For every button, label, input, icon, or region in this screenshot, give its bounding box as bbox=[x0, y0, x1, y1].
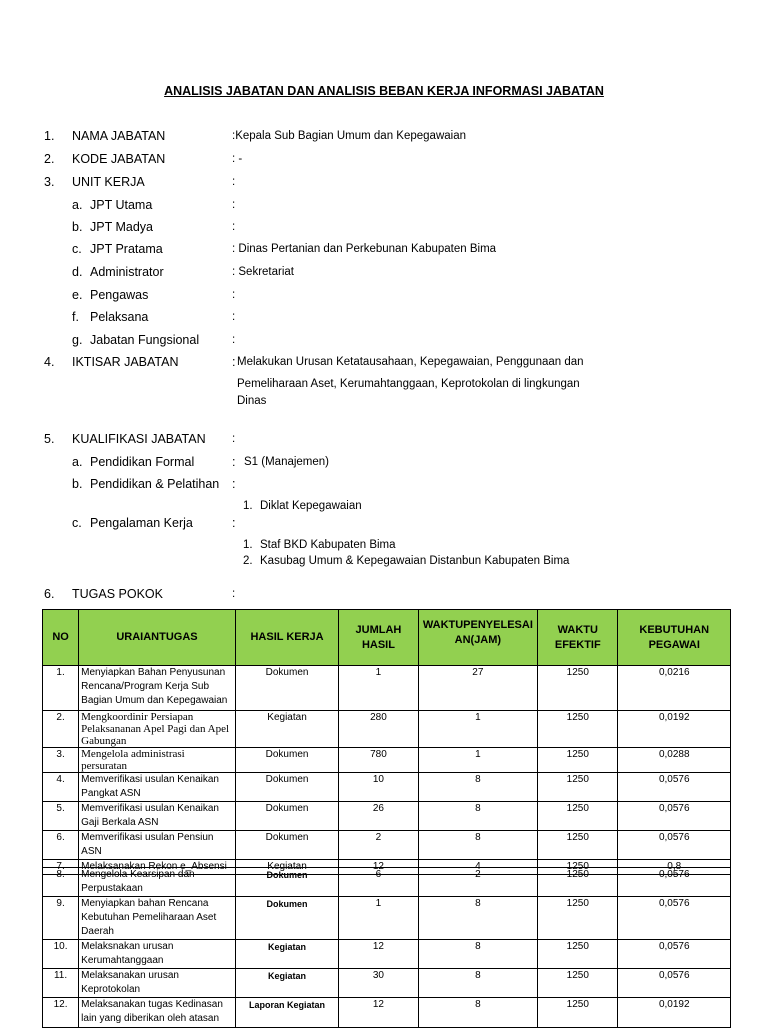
cell-jumlah: 780 bbox=[339, 748, 418, 773]
item-letter: b. bbox=[72, 477, 83, 491]
cell-waktu: 8 bbox=[418, 998, 538, 1028]
cell-jumlah: 280 bbox=[339, 711, 418, 748]
cell-efektif: 1250 bbox=[538, 748, 618, 773]
cell-waktu: 2 bbox=[418, 868, 538, 897]
table-row bbox=[43, 773, 731, 802]
list-text: Staf BKD Kabupaten Bima bbox=[260, 539, 396, 551]
field-value: :Kepala Sub Bagian Umum dan Kepegawaian bbox=[232, 130, 466, 142]
cell-uraian: Mengkoordinir Persiapan Pelaksananan Apel Pagi dan Apel Gabungan bbox=[79, 711, 236, 748]
cell-hasil: Kegiatan bbox=[235, 969, 338, 998]
item-value: : Dinas Pertanian dan Perkebunan Kabupaten Bima bbox=[232, 243, 497, 255]
unit-item-administrator bbox=[0, 263, 768, 281]
cell-jumlah: 10 bbox=[339, 773, 418, 802]
item-label: JPT Pratama bbox=[90, 242, 163, 256]
cell-no: 7. bbox=[43, 860, 79, 875]
item-letter: a. bbox=[72, 198, 83, 212]
cell-efektif: 1250 bbox=[538, 940, 618, 969]
header-waktu-penyelesaian: WAKTUPENYELESAIAN(JAM) bbox=[418, 610, 538, 666]
unit-item-jabatan-fungsional bbox=[0, 331, 768, 349]
cell-kebutuhan: 0,0576 bbox=[618, 831, 731, 860]
list-item bbox=[0, 497, 768, 515]
table-header-row bbox=[43, 610, 731, 666]
cell-uraian: Melaksnakan urusan Kerumahtanggaan bbox=[79, 940, 236, 969]
tugas-pokok-table bbox=[42, 609, 731, 875]
field-iktisar-jabatan bbox=[0, 353, 768, 371]
cell-waktu: 8 bbox=[418, 897, 538, 940]
cell-jumlah: 30 bbox=[339, 969, 418, 998]
cell-kebutuhan: 0,0576 bbox=[618, 868, 731, 897]
cell-kebutuhan: 0,0192 bbox=[618, 711, 731, 748]
cell-hasil: Dokumen bbox=[235, 666, 338, 711]
cell-waktu: 8 bbox=[418, 940, 538, 969]
list-text: Kasubag Umum & Kepegawaian Distanbun Kabupaten Bima bbox=[260, 555, 570, 567]
item-value: : bbox=[232, 289, 236, 301]
cell-hasil: Laporan Kegiatan bbox=[235, 998, 338, 1028]
item-letter: f. bbox=[72, 310, 79, 324]
field-kode-jabatan bbox=[0, 150, 768, 168]
cell-kebutuhan: 0,0288 bbox=[618, 748, 731, 773]
cell-kebutuhan: 0,0576 bbox=[618, 897, 731, 940]
cell-hasil: Dokumen bbox=[235, 831, 338, 860]
cell-uraian: Menyiapkan bahan Rencana Kebutuhan Pemeliharaan Aset Daerah bbox=[79, 897, 236, 940]
item-label: JPT Madya bbox=[90, 220, 153, 234]
cell-hasil: Kegiatan bbox=[235, 940, 338, 969]
unit-item-pengawas bbox=[0, 286, 768, 304]
header-uraian-tugas: URAIANTUGAS bbox=[79, 610, 236, 666]
field-label: NAMA JABATAN bbox=[72, 129, 166, 143]
cell-efektif: 1250 bbox=[538, 860, 618, 875]
cell-jumlah: 1 bbox=[339, 666, 418, 711]
item-letter: a. bbox=[72, 455, 83, 469]
kualifikasi-pengalaman-kerja bbox=[0, 514, 768, 532]
item-letter: e. bbox=[72, 288, 83, 302]
field-number: 6. bbox=[44, 587, 55, 601]
cell-jumlah: 1 bbox=[339, 897, 418, 940]
table-row bbox=[43, 969, 731, 998]
list-text: Diklat Kepegawaian bbox=[260, 500, 362, 512]
cell-jumlah: 26 bbox=[339, 802, 418, 831]
item-value: S1 (Manajemen) bbox=[244, 456, 330, 468]
table-row bbox=[43, 998, 731, 1028]
cell-no: 5. bbox=[43, 802, 79, 831]
list-item bbox=[0, 552, 768, 570]
item-label: Administrator bbox=[90, 265, 164, 279]
cell-efektif: 1250 bbox=[538, 802, 618, 831]
cell-waktu: 1 bbox=[418, 711, 538, 748]
cell-no: 2. bbox=[43, 711, 79, 748]
item-colon: : bbox=[232, 477, 236, 491]
cell-no: 9. bbox=[43, 897, 79, 940]
cell-waktu: 1 bbox=[418, 748, 538, 773]
cell-hasil: Dokumen bbox=[235, 773, 338, 802]
cell-hasil: Dokumen bbox=[235, 868, 338, 897]
cell-waktu: 4 bbox=[418, 860, 538, 875]
cell-uraian: Mengelola administrasi persuratan bbox=[79, 748, 236, 773]
table-row bbox=[43, 802, 731, 831]
list-number: 1. bbox=[243, 539, 253, 551]
field-number: 5. bbox=[44, 432, 55, 446]
cell-kebutuhan: 0,0192 bbox=[618, 998, 731, 1028]
cell-efektif: 1250 bbox=[538, 831, 618, 860]
field-kualifikasi-jabatan bbox=[0, 430, 768, 448]
item-letter: c. bbox=[72, 242, 82, 256]
item-letter: g. bbox=[72, 333, 83, 347]
field-number: 1. bbox=[44, 129, 55, 143]
cell-waktu: 8 bbox=[418, 831, 538, 860]
item-label: Pendidikan Formal bbox=[90, 455, 195, 469]
kualifikasi-pendidikan-formal bbox=[0, 453, 768, 471]
item-value: : bbox=[232, 199, 236, 211]
unit-item-jpt-pratama bbox=[0, 240, 768, 258]
cell-no: 3. bbox=[43, 748, 79, 773]
header-waktu-efektif: WAKTU EFEKTIF bbox=[538, 610, 618, 666]
table-row bbox=[43, 748, 731, 773]
cell-efektif: 1250 bbox=[538, 666, 618, 711]
tugas-pokok-table-continued bbox=[42, 867, 731, 1028]
cell-no: 6. bbox=[43, 831, 79, 860]
cell-kebutuhan: 0,0576 bbox=[618, 773, 731, 802]
item-label: Pengalaman Kerja bbox=[90, 516, 193, 530]
item-letter: c. bbox=[72, 516, 82, 530]
cell-hasil: Dokumen bbox=[235, 802, 338, 831]
cell-jumlah: 6 bbox=[339, 868, 418, 897]
header-hasil-kerja: HASIL KERJA bbox=[235, 610, 338, 666]
cell-no: 8. bbox=[43, 868, 79, 897]
item-label: Jabatan Fungsional bbox=[90, 333, 200, 347]
cell-no: 11. bbox=[43, 969, 79, 998]
cell-no: 12. bbox=[43, 998, 79, 1028]
unit-item-jpt-utama bbox=[0, 196, 768, 214]
field-value: : - bbox=[232, 153, 243, 165]
field-value: : bbox=[232, 588, 236, 600]
field-number: 3. bbox=[44, 175, 55, 189]
field-nama-jabatan bbox=[0, 127, 768, 145]
cell-efektif: 1250 bbox=[538, 868, 618, 897]
item-value: : bbox=[232, 334, 236, 346]
field-label: KUALIFIKASI JABATAN bbox=[72, 432, 206, 446]
cell-kebutuhan: 0,0576 bbox=[618, 969, 731, 998]
field-value: Melakukan Urusan Ketatausahaan, Kepegawaian, Penggunaan dan bbox=[237, 356, 584, 368]
field-label: KODE JABATAN bbox=[72, 152, 166, 166]
header-no: NO bbox=[43, 610, 79, 666]
table-row bbox=[43, 897, 731, 940]
cell-uraian: Mengelola Kearsipan dan Perpustakaan bbox=[79, 868, 236, 897]
field-value: : bbox=[232, 176, 236, 188]
cell-efektif: 1250 bbox=[538, 998, 618, 1028]
cell-kebutuhan: 0,0576 bbox=[618, 940, 731, 969]
cell-uraian: Memverifikasi usulan Kenaikan Pangkat ASN bbox=[79, 773, 236, 802]
cell-hasil: Kegiatan bbox=[235, 860, 338, 875]
cell-hasil: Dokumen bbox=[235, 748, 338, 773]
cell-uraian: Memverifikasi usulan Kenaikan Gaji Berkala ASN bbox=[79, 802, 236, 831]
item-colon: : bbox=[232, 516, 236, 530]
item-label: Pendidikan & Pelatihan bbox=[90, 477, 220, 491]
cell-waktu: 8 bbox=[418, 773, 538, 802]
list-number: 1. bbox=[243, 500, 253, 512]
table-row bbox=[43, 940, 731, 969]
field-unit-kerja bbox=[0, 173, 768, 191]
table-row bbox=[43, 868, 731, 897]
cell-jumlah: 2 bbox=[339, 831, 418, 860]
cell-no: 1. bbox=[43, 666, 79, 711]
cell-uraian: Melaksanakan tugas Kedinasan lain yang diberikan oleh atasan bbox=[79, 998, 236, 1028]
field-number: 2. bbox=[44, 152, 55, 166]
field-label: UNIT KERJA bbox=[72, 175, 145, 189]
cell-uraian: Melaksanakan Rekon e_Absensi bbox=[79, 860, 236, 875]
field-label: IKTISAR JABATAN bbox=[72, 355, 179, 369]
cell-kebutuhan: 0,8 bbox=[618, 860, 731, 875]
field-value: : bbox=[232, 433, 236, 445]
cell-jumlah: 12 bbox=[339, 998, 418, 1028]
field-label: TUGAS POKOK bbox=[72, 587, 163, 601]
list-number: 2. bbox=[243, 555, 253, 567]
cell-waktu: 27 bbox=[418, 666, 538, 711]
item-label: JPT Utama bbox=[90, 198, 153, 212]
cell-no: 10. bbox=[43, 940, 79, 969]
field-iktisar-continuation: Pemeliharaan Aset, Kerumahtanggaan, Keprotokolan di lingkungan Dinas bbox=[237, 378, 580, 407]
item-value: : Sekretariat bbox=[232, 266, 294, 278]
item-colon: : bbox=[232, 455, 236, 469]
table-row bbox=[43, 711, 731, 748]
header-jumlah-hasil: JUMLAH HASIL bbox=[339, 610, 418, 666]
cell-efektif: 1250 bbox=[538, 711, 618, 748]
cell-efektif: 1250 bbox=[538, 969, 618, 998]
cell-jumlah: 12 bbox=[339, 860, 418, 875]
item-value: : bbox=[232, 221, 236, 233]
unit-item-jpt-madya bbox=[0, 218, 768, 236]
cell-efektif: 1250 bbox=[538, 897, 618, 940]
cell-hasil: Kegiatan bbox=[235, 711, 338, 748]
item-letter: d. bbox=[72, 265, 83, 279]
cell-jumlah: 12 bbox=[339, 940, 418, 969]
table-row bbox=[43, 831, 731, 860]
cell-uraian: Menyiapkan Bahan Penyusunan Rencana/Program Kerja Sub Bagian Umum dan Kepegawaian bbox=[79, 666, 236, 711]
cell-kebutuhan: 0,0576 bbox=[618, 802, 731, 831]
cell-hasil: Dokumen bbox=[235, 897, 338, 940]
kualifikasi-pendidikan-pelatihan bbox=[0, 475, 768, 493]
cell-kebutuhan: 0,0216 bbox=[618, 666, 731, 711]
cell-efektif: 1250 bbox=[538, 773, 618, 802]
field-colon: : bbox=[232, 355, 236, 369]
field-tugas-pokok bbox=[0, 585, 768, 603]
cell-waktu: 8 bbox=[418, 802, 538, 831]
item-label: Pengawas bbox=[90, 288, 149, 302]
page-title: ANALISIS JABATAN DAN ANALISIS BEBAN KERJA INFORMASI JABATAN bbox=[164, 84, 604, 98]
cell-waktu: 8 bbox=[418, 969, 538, 998]
field-number: 4. bbox=[44, 355, 55, 369]
item-value: : bbox=[232, 311, 236, 323]
item-letter: b. bbox=[72, 220, 83, 234]
table-row bbox=[43, 666, 731, 711]
item-label: Pelaksana bbox=[90, 310, 149, 324]
cell-uraian: Melaksanakan urusan Keprotokolan bbox=[79, 969, 236, 998]
cell-uraian: Memverifikasi usulan Pensiun ASN bbox=[79, 831, 236, 860]
unit-item-pelaksana bbox=[0, 308, 768, 326]
cell-no: 4. bbox=[43, 773, 79, 802]
header-kebutuhan-pegawai: KEBUTUHAN PEGAWAI bbox=[618, 610, 731, 666]
